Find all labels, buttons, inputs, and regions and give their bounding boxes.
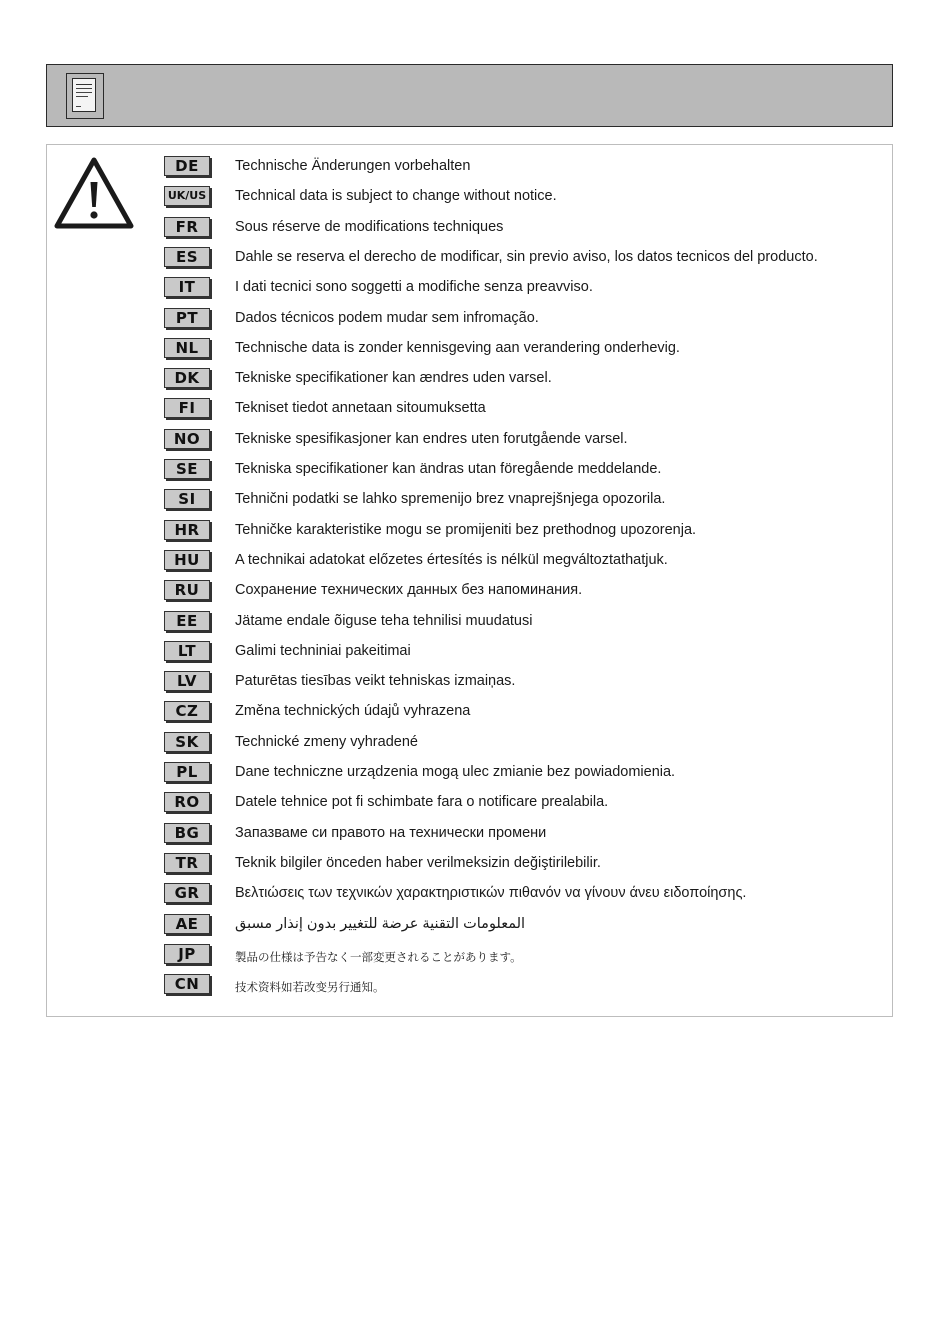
notice-text: Technické zmeny vyhradené xyxy=(235,733,418,750)
notice-text: Teknik bilgiler önceden haber verilmeksizin değiştirilebilir. xyxy=(235,854,601,871)
notice-text: Sous réserve de modifications techniques xyxy=(235,218,504,235)
language-code-badge: NL xyxy=(164,338,210,358)
notice-text: Запазваме си правото на технически промени xyxy=(235,824,547,841)
language-code-badge: BG xyxy=(164,823,210,843)
language-code-badge: CZ xyxy=(164,701,210,721)
language-code-badge: JP xyxy=(164,944,210,964)
language-code-badge: NO xyxy=(164,429,210,449)
language-code-badge: FR xyxy=(164,217,210,237)
notice-text: Dados técnicos podem mudar sem infromação. xyxy=(235,309,539,326)
notice-text: Technische data is zonder kennisgeving aan verandering onderhevig. xyxy=(235,339,680,356)
technical-notice-panel xyxy=(46,144,893,1017)
language-code-badge: EE xyxy=(164,611,210,631)
notice-text: I dati tecnici sono soggetti a modifiche senza preavviso. xyxy=(235,279,593,296)
language-code-badge: CN xyxy=(164,974,210,994)
notice-text: 技术资料如若改变另行通知。 xyxy=(235,980,385,995)
notice-text: Technical data is subject to change without notice. xyxy=(235,188,557,205)
language-code-badge: LV xyxy=(164,671,210,691)
notice-text: A technikai adatokat előzetes értesítés is nélkül megváltoztathatjuk. xyxy=(235,551,668,568)
notice-text: Tekniske spesifikasjoner kan endres uten forutgående varsel. xyxy=(235,430,628,447)
notice-text: Tekniska specifikationer kan ändras utan föregående meddelande. xyxy=(235,461,662,477)
notice-text: Jätame endale õiguse teha tehnilisi muudatusi xyxy=(235,612,533,629)
notice-text: Tehničke karakteristike mogu se promijeniti bez prethodnog upozorenja. xyxy=(235,521,697,538)
language-code-badge: PL xyxy=(164,762,210,782)
language-code-badge: SK xyxy=(164,732,210,752)
notice-text: Paturētas tiesības veikt tehniskas izmaiņas. xyxy=(235,673,516,690)
language-code-badge: SE xyxy=(164,459,210,479)
language-code-badge: SI xyxy=(164,489,210,509)
language-code-badge: PT xyxy=(164,308,210,328)
notice-text: Technische Änderungen vorbehalten xyxy=(235,158,471,174)
language-code-badge: HU xyxy=(164,550,210,570)
notice-text: المعلومات التقنية عرضة للتغيير بدون إنذار مسبق xyxy=(235,915,526,932)
notice-text: Tekniset tiedot annetaan sitoumuksetta xyxy=(235,400,486,417)
language-code-badge: UK/US xyxy=(164,186,210,206)
language-code-badge: RO xyxy=(164,792,210,812)
notice-text: Сохранение технических данных без напоминания. xyxy=(235,582,583,599)
language-code-badge: LT xyxy=(164,641,210,661)
language-code-badge: AE xyxy=(164,914,210,934)
language-code-badge: HR xyxy=(164,520,210,540)
language-code-badge: GR xyxy=(164,883,210,903)
document-icon xyxy=(66,73,104,119)
section-header-bar xyxy=(46,64,893,127)
language-code-badge: FI xyxy=(164,398,210,418)
notice-text: Tekniske specifikationer kan ændres uden varsel. xyxy=(235,370,552,387)
language-code-badge: RU xyxy=(164,580,210,600)
notice-text: Tehnični podatki se lahko spremenijo brez vnaprejšnjega opozorila. xyxy=(235,491,666,508)
notice-text: Galimi techniniai pakeitimai xyxy=(235,642,411,659)
notice-text: Datele tehnice pot fi schimbate fara o notificare prealabila. xyxy=(235,794,609,811)
language-code-badge: DE xyxy=(164,156,210,176)
language-code-badge: DK xyxy=(164,368,210,388)
notice-text: Dahle se reserva el derecho de modificar, sin previo aviso, los datos tecnicos del producto. xyxy=(235,248,818,265)
notice-text: Dane techniczne urządzenia mogą ulec zmianie bez powiadomienia. xyxy=(235,764,676,780)
warning-icon xyxy=(53,155,135,231)
language-code-badge: ES xyxy=(164,247,210,267)
language-code-badge: TR xyxy=(164,853,210,873)
notice-text: Změna technických údajů vyhrazena xyxy=(235,703,471,720)
notice-text: 製品の仕様は予告なく一部変更されることがあります。 xyxy=(235,949,522,964)
language-code-badge: IT xyxy=(164,277,210,297)
notice-text: Βελτιώσεις των τεχνικών χαρακτηριστικών πιθανόν να γίνουν άνευ ειδοποίησης. xyxy=(235,885,747,902)
